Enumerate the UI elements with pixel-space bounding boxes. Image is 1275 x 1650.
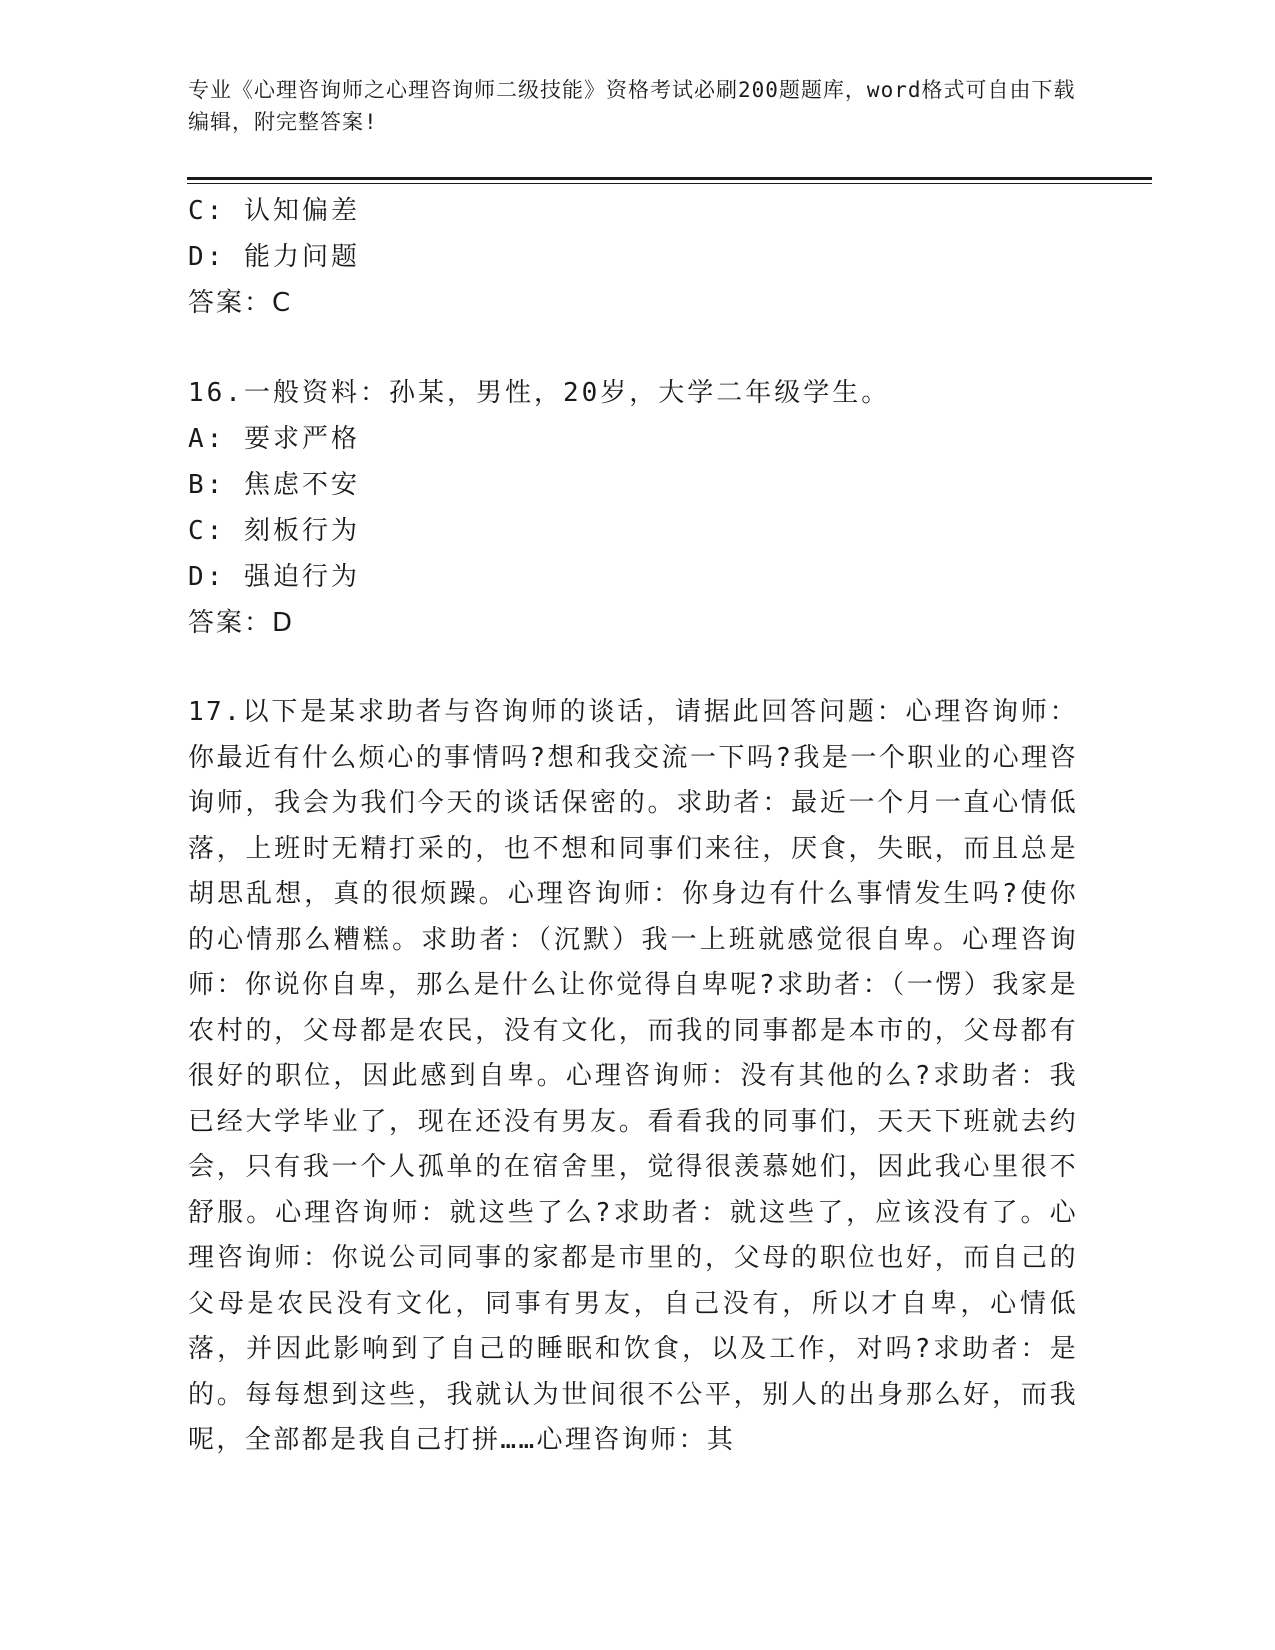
question-17 [188, 690, 1078, 1464]
question-15 [188, 188, 1078, 326]
header-rule-thick [187, 177, 1152, 180]
option-c: C: 认知偏差 [188, 196, 360, 226]
option-b: B: 焦虑不安 [188, 470, 360, 500]
question-stem: 16.一般资料：孙某，男性，20岁，大学二年级学生。 [188, 378, 891, 408]
spacer [188, 326, 1078, 370]
answer-line: 答案：D [188, 608, 295, 638]
document-body [188, 188, 1078, 1464]
option-a: A: 要求严格 [188, 424, 360, 454]
answer-line: 答案：C [188, 288, 293, 318]
header-rule-thin [187, 183, 1152, 184]
option-c: C: 刻板行为 [188, 516, 360, 546]
question-stem: 17.以下是某求助者与咨询师的谈话，请据此回答问题：心理咨询师：你最近有什么烦心的事情吗?想和我交流一下吗?我是一个职业的心理咨询师，我会为我们今天的谈话保密的。求助者：最近一个月一直心情低落，上班时无精打采的，也不想和同事们来往，厌食，失眠，而且总是胡思乱想，真的很烦躁。心理咨询师：你身边有什么事情发生吗?使你的心情那么糟糕。求助者：（沉默）我一上班就感觉很自卑。心理咨询师：你说你自卑，那么是什么让你觉得自卑呢?求助者：（一愣）我家是农村的，父母都是农民，没有文化，而我的同事都是本市的，父母都有很好的职位，因此感到自卑。心理咨询师：没有其他的么?求助者：我已经大学毕业了，现在还没有男友。看看我的同事们，天天下班就去约会，只有我一个人孤单的在宿舍里，觉得很羡慕她们，因此我心里很不舒服。心理咨询师：就这些了么?求助者：就这些了，应该没有了。心理咨询师：你说公司同事的家都是市里的，父母的职位也好，而自己的父母是农民没有文化，同事有男友，自己没有，所以才自卑，心情低落，并因此影响到了自己的睡眠和饮食，以及工作，对吗?求助者：是的。每每想到这些，我就认为世间很不公平，别人的出身那么好，而我呢，全部都是我自己打拼……心理咨询师：其 [188, 697, 1078, 1455]
question-16 [188, 370, 1078, 646]
option-d: D: 强迫行为 [188, 562, 360, 592]
option-d: D: 能力问题 [188, 242, 360, 272]
spacer [188, 646, 1078, 690]
document-header: 专业《心理咨询师之心理咨询师二级技能》资格考试必刷200题题库，word格式可自由下载编辑，附完整答案! [188, 78, 1076, 134]
